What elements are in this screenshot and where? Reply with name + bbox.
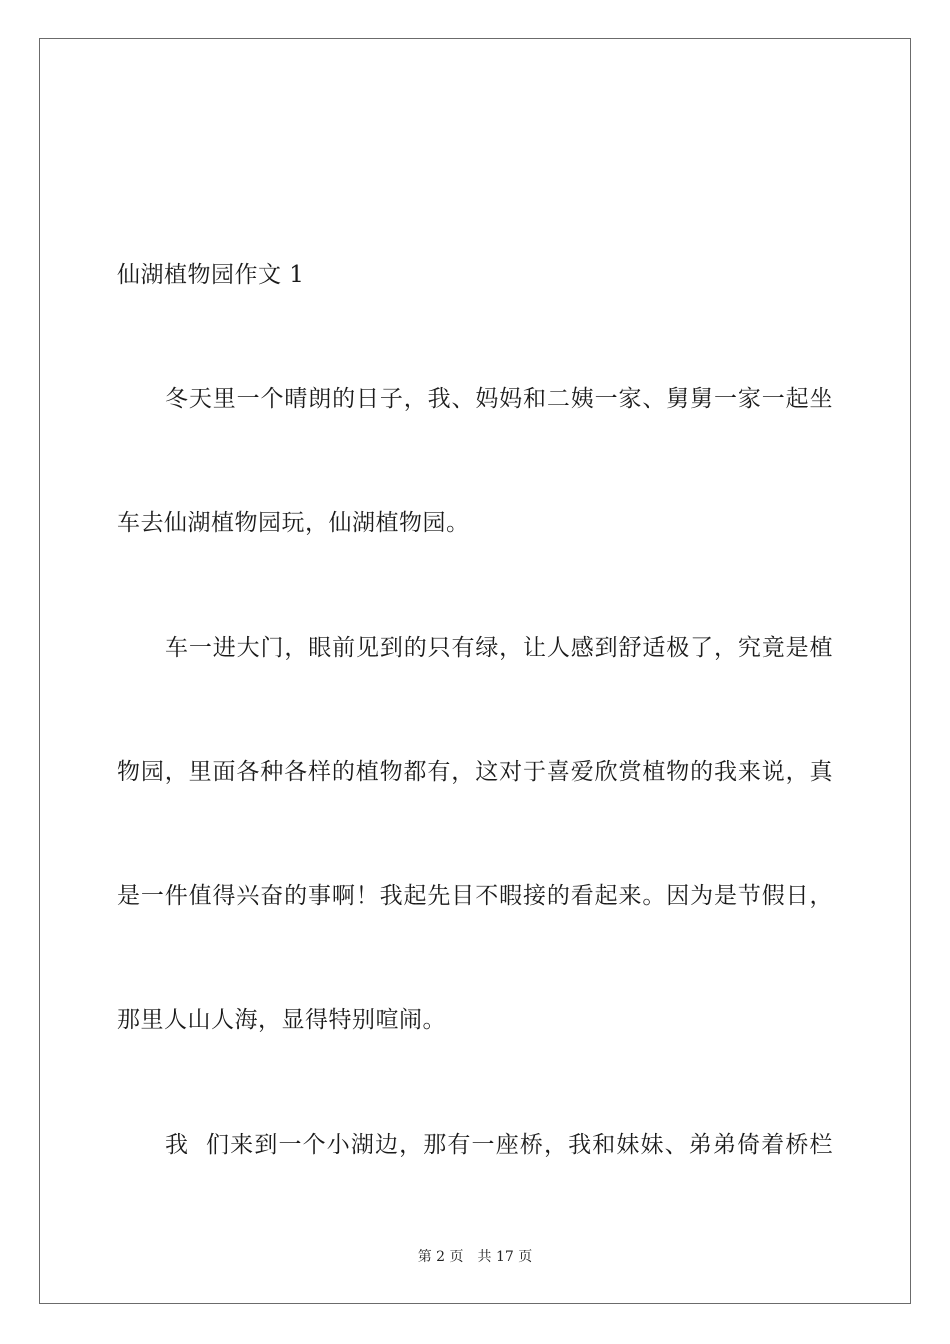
page-number: 第 2 页 bbox=[417, 1249, 464, 1265]
page-footer bbox=[0, 1247, 950, 1267]
paragraph-2-line-1: 车一进大门，眼前见到的只有绿，让人感到舒适极了，究竟是植 bbox=[165, 635, 833, 661]
paragraph-3-line-1: 我 们来到一个小湖边，那有一座桥，我和妹妹、弟弟倚着桥栏 bbox=[165, 1132, 833, 1158]
paragraph-1-line-2: 车去仙湖植物园玩，仙湖植物园。 bbox=[117, 510, 470, 536]
document-title: 仙湖植物园作文 1 bbox=[117, 262, 305, 288]
page-total: 共 17 页 bbox=[477, 1249, 533, 1265]
paragraph-2-line-4: 那里人山人海，显得特别喧闹。 bbox=[117, 1007, 446, 1033]
paragraph-1-line-1: 冬天里一个晴朗的日子，我、妈妈和二姨一家、舅舅一家一起坐 bbox=[165, 386, 833, 412]
paragraph-2-line-2: 物园，里面各种各样的植物都有，这对于喜爱欣赏植物的我来说，真 bbox=[117, 759, 833, 785]
paragraph-2-line-3: 是一件值得兴奋的事啊！我起先目不暇接的看起来。因为是节假日， bbox=[117, 883, 833, 909]
page-border bbox=[39, 38, 911, 1304]
